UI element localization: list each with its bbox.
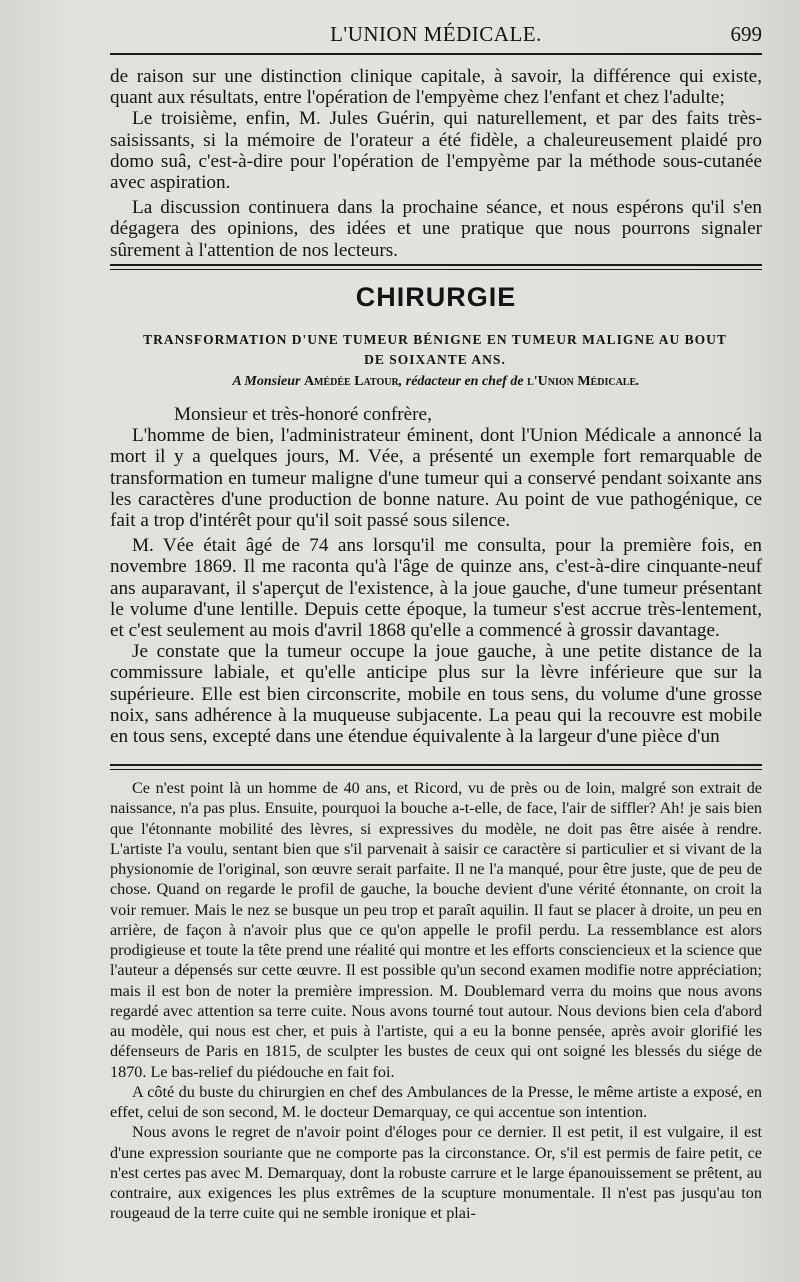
dedication-prefix: A Monsieur: [232, 374, 301, 389]
intro-text: [110, 66, 762, 261]
article-paragraph: Je constate que la tumeur occupe la joue gauche, à une petite distance de la commissure labiale, et qu'elle anticipe plus sur la lèvre inférieure que sur la supérieure. Elle est bien circonscrite, mobile en tous sens, du volume d'une grosse noix, sans adhérence à la muqueuse subjacente. La peau qui la recouvre est mobile en tous sens, excepté dans une étendue équivalente à la largeur d'une pièce d'un: [110, 641, 762, 748]
section-title: CHIRURGIE: [355, 282, 517, 312]
article-paragraph: M. Vée était âgé de 74 ans lorsqu'il me consulta, pour la première fois, en novembre 1869. Il me raconta qu'à l'âge de quinze ans, c'est-à-dire cinquante-neuf ans auparavant, il s'aperçut de l'existence, à la joue gauche, d'une tumeur présentant le volume d'une lentille. Depuis cette époque, la tumeur s'est accrue très-lentement, et c'est seulement au mois d'avril 1868 qu'elle a commencé à grossir davantage.: [110, 535, 762, 642]
feuilleton-paragraph: A côté du buste du chirurgien en chef des Ambulances de la Presse, le même artiste a exposé, en effet, celui de son second, M. le docteur Demarquay, ce qui accentue son intention.: [110, 1082, 762, 1121]
intro-paragraph: La discussion continuera dans la prochaine séance, et nous espérons qu'il s'en dégagera des opinions, des idées et une pratique que nous pourrons signaler sûrement à l'attention de nos lecteurs.: [110, 197, 762, 261]
dedication-journal: l'Union Médicale: [527, 374, 637, 389]
running-header: [110, 22, 762, 50]
dedication-middle: , rédacteur en chef de: [398, 374, 524, 389]
dedication-name: Amédée Latour: [303, 374, 399, 389]
section-rule-bottom: [110, 269, 762, 270]
article-title: TRANSFORMATION D'UNE TUMEUR BÉNIGNE EN TUMEUR MALIGNE AU BOUT DE SOIXANTE ANS.: [143, 332, 727, 367]
feuilleton-paragraph: Nous avons le regret de n'avoir point d'éloges pour ce dernier. Il est petit, il est vulgaire, il est d'une expression souriante que ne comporte pas la circonstance. Or, s'il est permis de faire petit, ce n'est certes pas avec M. Demarquay, dont la robuste carrure et le large épanouissement se prêtent, au contraire, aux exigences les plus extrêmes de la scupture monumentale. Il n'est pas jusqu'au ton rougeaud de la terre cuite qui ne semble ironique et plai-: [110, 1123, 762, 1223]
intro-paragraph: de raison sur une distinction clinique capitale, à savoir, la différence qui existe, quant aux résultats, entre l'opération de l'empyème chez l'enfant et chez l'adulte;: [110, 66, 762, 109]
feuilleton-rule-top: [110, 764, 762, 766]
salutation: Monsieur et très-honoré confrère,: [174, 404, 432, 425]
header-rule: [110, 53, 762, 55]
article-body: [110, 404, 762, 747]
page-number: 699: [730, 22, 762, 46]
article-paragraph: L'homme de bien, l'administrateur éminent, dont l'Union Médicale a annoncé la mort il y a quelques jours, M. Vée, a présenté un exemple fort remarquable de transformation en tumeur maligne d'une tumeur qui a conservé pendant soixante ans les caractères d'une production de bonne nature. Au point de vue pathogénique, ce fait a trop d'intérêt pour qu'il soit passé sous silence.: [110, 425, 762, 532]
running-title: L'UNION MÉDICALE.: [330, 22, 542, 46]
intro-paragraph: Le troisième, enfin, M. Jules Guérin, qui naturellement, et par des faits très-saisissants, si la mémoire de l'orateur a été fidèle, a chaleureusement plaidé pro domo suâ, c'est-à-dire pour l'opération de l'empyème par la méthode sous-cutanée avec aspiration.: [110, 108, 762, 194]
section-rule-top: [110, 264, 762, 266]
dedication-end: .: [636, 374, 640, 389]
feuilleton-rule-bottom: [110, 769, 762, 770]
article-dedication: [110, 374, 762, 390]
feuilleton-paragraph: Ce n'est point là un homme de 40 ans, et Ricord, vu de près ou de loin, malgré son extrait de naissance, n'a pas plus. Ensuite, pourquoi la bouche a-t-elle, de face, l'air de siffler? Ah! je sais bien que l'étonnante mobilité des lèvres, si expressives du modèle, ne doit pas être aisée à rendre. L'artiste l'a voulu, sentant bien que s'il parvenait à saisir ce caractère si particulier et si vivant de la physionomie de l'original, son œuvre serait parfaite. Il ne l'a manqué, pour être juste, que de peu de chose. Quand on regarde le profil de gauche, la bouche devient d'une vérité étonnante, on croit la voir remuer. Mais le nez se busque un peu trop et paraît aquilin. Il faut se placer à droite, un peu en arrière, de façon à n'avoir plus que ce qu'on appelle le profil perdu. La ressemblance est alors prodigieuse et toute la tête prend une réalité qui montre et les efforts consciencieux et la science que l'auteur a dépensés sur cette œuvre. Il est possible qu'un second examen modifie notre appréciation; mais il est bon de noter la première impression. M. Doublemard verra du moins que nous avons regardé avec attention sa terre cuite. Nous avons tourné tout autour. Nous devions bien cela d'abord au modèle, qui nous est cher, et puis à l'artiste, qui a eu la bonne pensée, après avoir glorifié les défenseurs de Paris en 1815, de sculpter les bustes de ceux qui ont soigné les blessés du siége de 1870. Le bas-relief du piédouche en fait foi.: [110, 779, 762, 1081]
feuilleton-text: [110, 778, 762, 1224]
